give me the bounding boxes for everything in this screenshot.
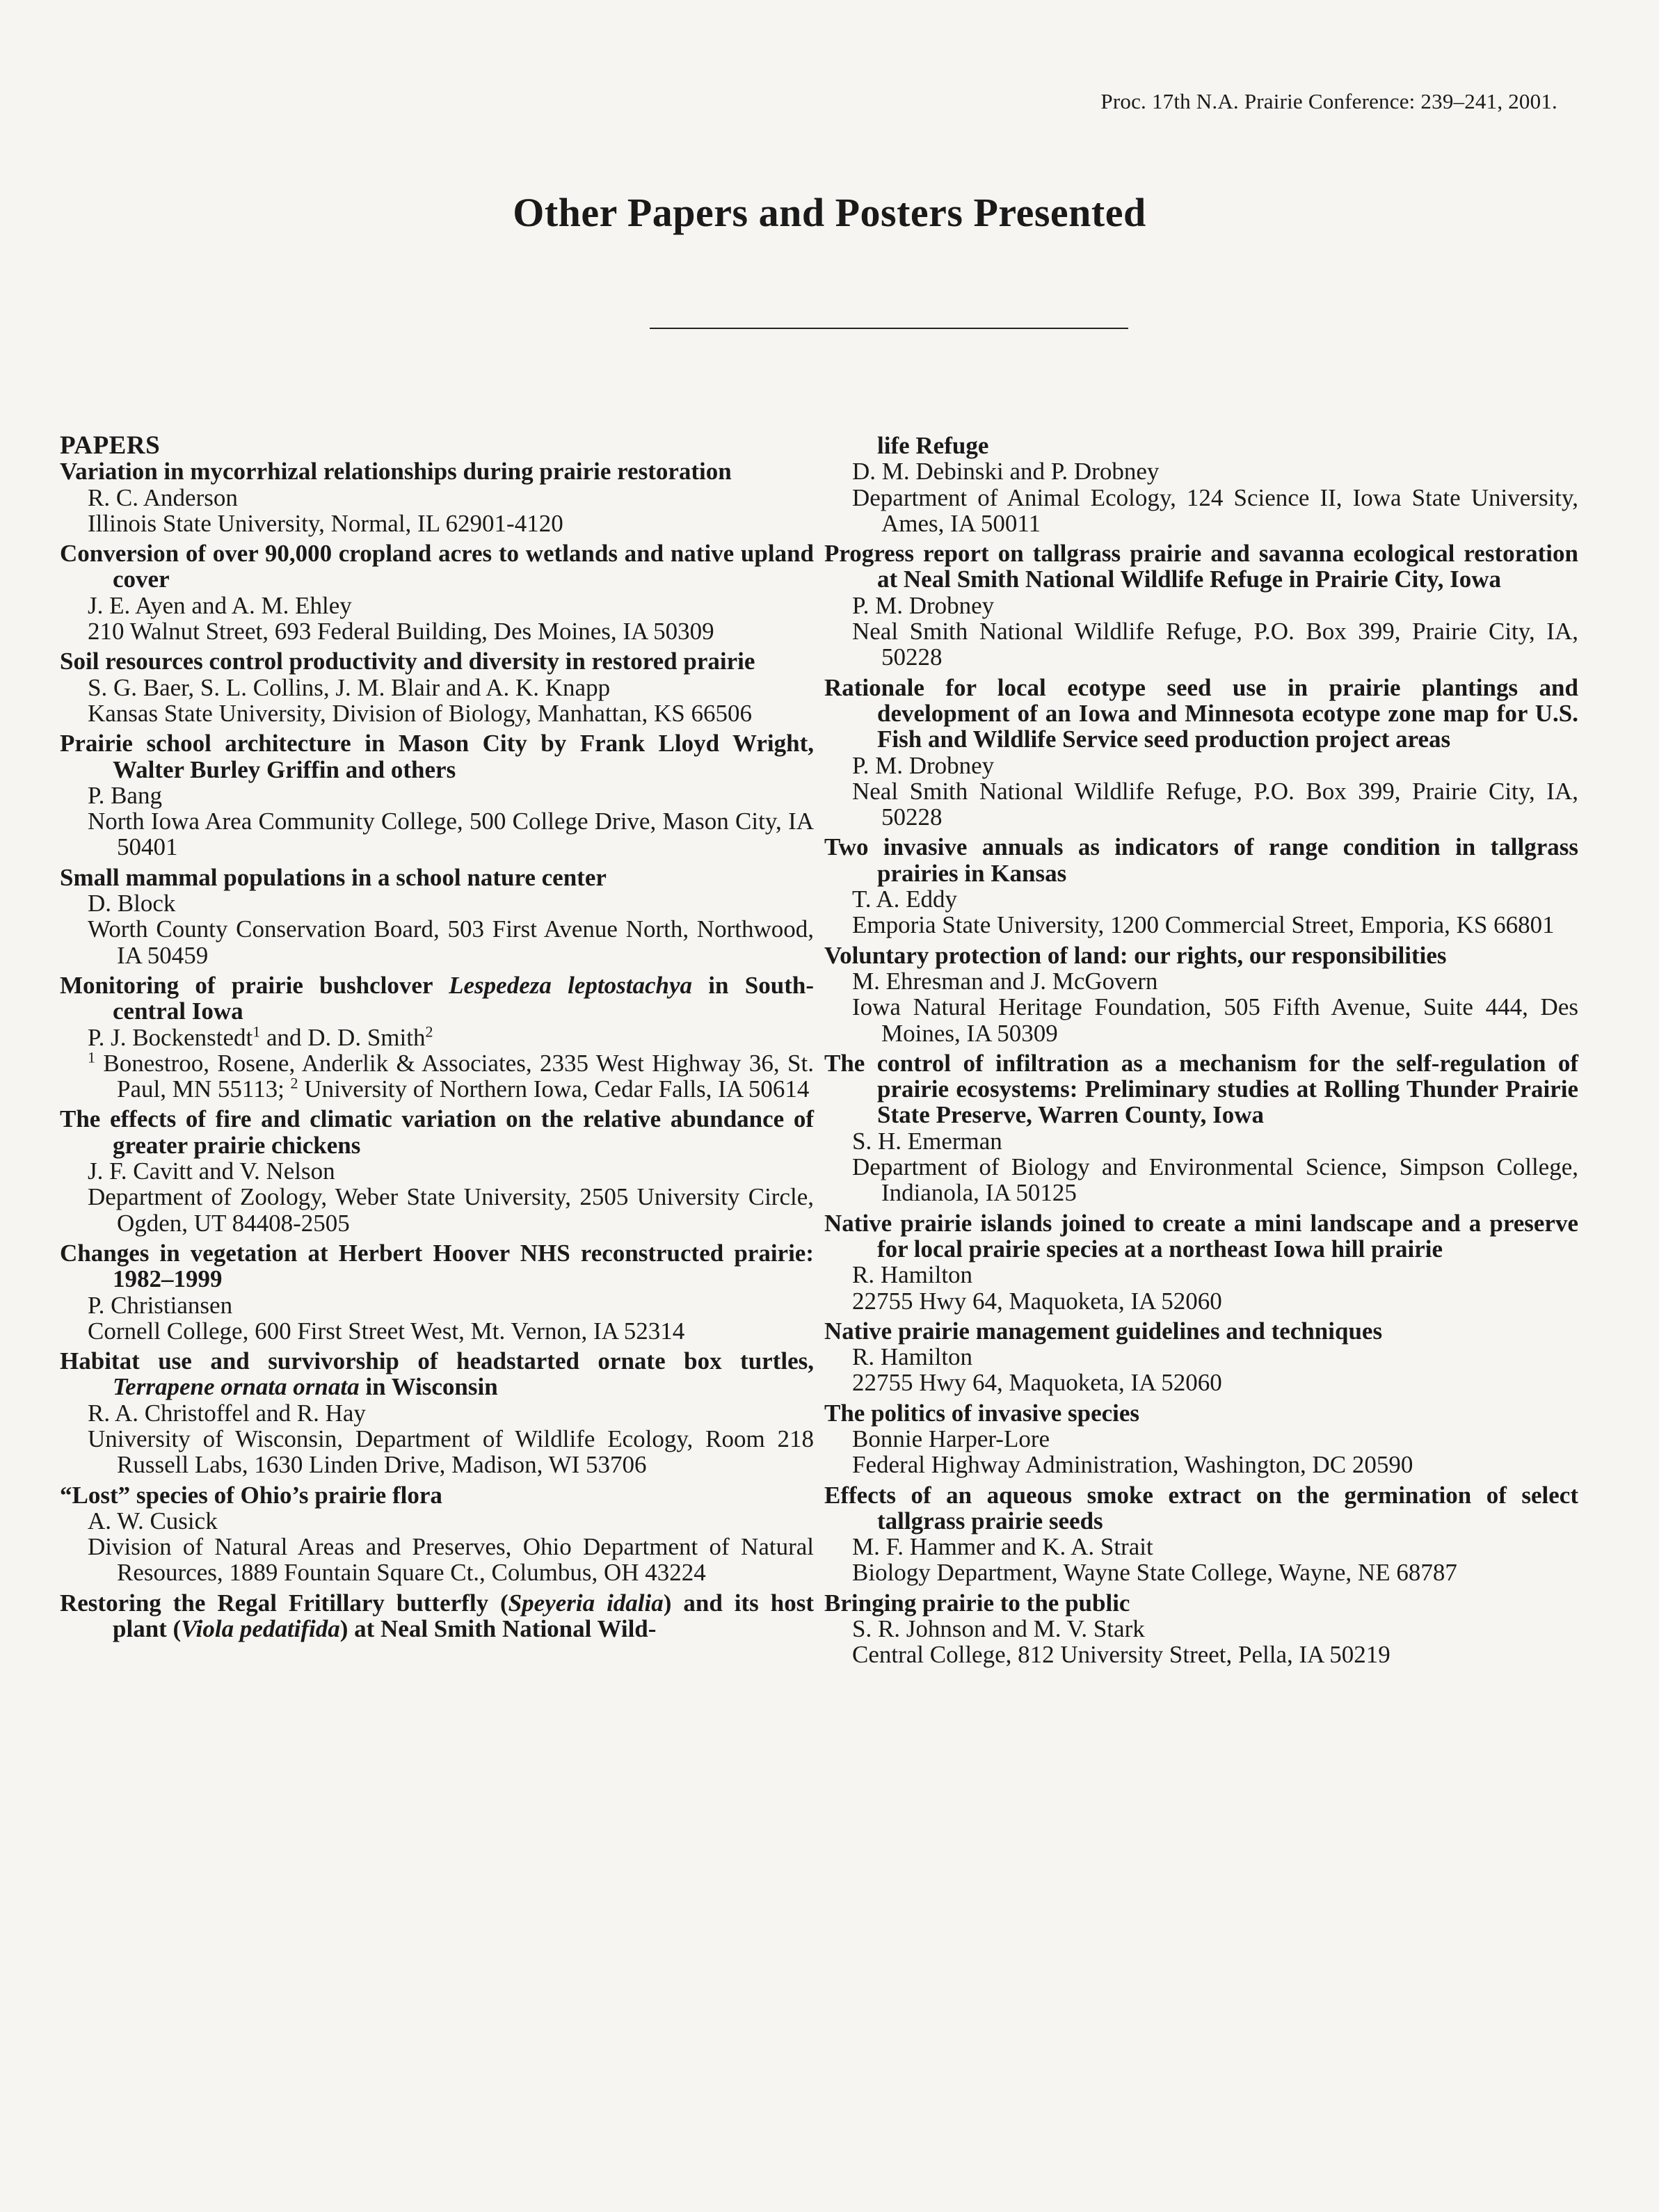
- paper-affiliation: Department of Animal Ecology, 124 Science II, Iowa State University, Ames, IA 50011: [852, 483, 1578, 537]
- paper-authors: R. Hamilton: [852, 1343, 973, 1371]
- paper-entry: [824, 1210, 1578, 1314]
- paper-authors: M. F. Hammer and K. A. Strait: [852, 1533, 1153, 1561]
- paper-title: The control of infiltration as a mechanism for the self-regulation of prairie ecosystems: Preliminary studies at Rolling Thunder Prairie State Preserve, Warren County, Iowa: [824, 1049, 1578, 1129]
- paper-authors: S. R. Johnson and M. V. Stark: [852, 1615, 1145, 1643]
- paper-authors: S. H. Emerman: [852, 1127, 1002, 1155]
- paper-entry: [824, 1590, 1578, 1668]
- paper-affiliation: Iowa Natural Heritage Foundation, 505 Fifth Avenue, Suite 444, Des Moines, IA 50309: [852, 993, 1578, 1047]
- paper-authors: D. M. Debinski and P. Drobney: [852, 458, 1160, 486]
- paper-entry: [60, 540, 814, 644]
- paper-affiliation: Cornell College, 600 First Street West, Mt. Vernon, IA 52314: [88, 1317, 685, 1345]
- paper-entry: [824, 943, 1578, 1046]
- paper-entry: [60, 1348, 814, 1477]
- paper-affiliation: 22755 Hwy 64, Maquoketa, IA 52060: [852, 1369, 1222, 1397]
- paper-title: Habitat use and survivorship of headstarted ornate box turtles, Terrapene ornata ornata in Wisconsin: [60, 1347, 814, 1401]
- paper-affiliation: Central College, 812 University Street, Pella, IA 50219: [852, 1641, 1390, 1669]
- page-title: Other Papers and Posters Presented: [513, 190, 1146, 235]
- paper-authors: P. M. Drobney: [852, 591, 995, 619]
- paper-title: Small mammal populations in a school nature center: [60, 863, 607, 891]
- paper-entry: [824, 1318, 1578, 1396]
- paper-entry: [60, 458, 814, 536]
- paper-affiliation: Department of Biology and Environmental Science, Simpson College, Indianola, IA 50125: [852, 1153, 1578, 1207]
- paper-authors: J. E. Ayen and A. M. Ehley: [88, 591, 352, 619]
- paper-affiliation: Kansas State University, Division of Biology, Manhattan, KS 66506: [88, 699, 752, 727]
- paper-title: Monitoring of prairie bushclover Lespedeza leptostachya in South-central Iowa: [60, 971, 814, 1025]
- paper-title-continued: life Refuge: [877, 432, 989, 459]
- paper-title: Two invasive annuals as indicators of range condition in tallgrass prairies in Kansas: [824, 833, 1578, 887]
- paper-title: Prairie school architecture in Mason City by Frank Lloyd Wright, Walter Burley Griffin and others: [60, 730, 814, 783]
- paper-authors: J. F. Cavitt and V. Nelson: [88, 1157, 335, 1185]
- paper-affiliation: Division of Natural Areas and Preserves, Ohio Department of Natural Resources, 1889 Fountain Square Ct., Columbus, OH 43224: [88, 1533, 814, 1587]
- paper-title: Restoring the Regal Fritillary butterfly (Speyeria idalia) and its host plant (Viola pedatifida) at Neal Smith National Wild-: [60, 1589, 814, 1643]
- paper-title: “Lost” species of Ohio’s prairie flora: [60, 1481, 442, 1509]
- paper-authors: P. Christiansen: [88, 1291, 233, 1319]
- paper-affiliation: North Iowa Area Community College, 500 College Drive, Mason City, IA 50401: [88, 808, 814, 861]
- paper-affiliation: University of Wisconsin, Department of Wildlife Ecology, Room 218 Russell Labs, 1630 Linden Drive, Madison, WI 53706: [88, 1425, 814, 1479]
- paper-affiliation: $^1$ Bonestroo, Rosene, Anderlik & Associates, 2335 West Highway 36, St. Paul, MN 55113; $^2$ University of Northern Iowa, Cedar Falls, IA 50614: [88, 1048, 814, 1103]
- paper-entry: [60, 865, 814, 968]
- paper-affiliation: Neal Smith National Wildlife Refuge, P.O. Box 399, Prairie City, IA, 50228: [852, 618, 1578, 671]
- right-column: [824, 433, 1578, 1672]
- paper-entry: [824, 1050, 1578, 1206]
- paper-affiliation: Worth County Conservation Board, 503 First Avenue North, Northwood, IA 50459: [88, 915, 814, 969]
- paper-title: Progress report on tallgrass prairie and savanna ecological restoration at Neal Smith National Wildlife Refuge in Prairie City, Iowa: [824, 540, 1578, 593]
- paper-entry: [824, 675, 1578, 831]
- paper-title: The politics of invasive species: [824, 1399, 1140, 1427]
- paper-title: Conversion of over 90,000 cropland acres to wetlands and native upland cover: [60, 540, 814, 593]
- paper-entry: [824, 1400, 1578, 1478]
- paper-entry: [60, 1482, 814, 1586]
- paper-entry: [60, 1240, 814, 1344]
- paper-authors: P. Bang: [88, 781, 162, 809]
- paper-affiliation: 210 Walnut Street, 693 Federal Building, Des Moines, IA 50309: [88, 618, 714, 646]
- paper-entry: [60, 1106, 814, 1235]
- paper-authors: A. W. Cusick: [88, 1507, 218, 1534]
- paper-affiliation: Neal Smith National Wildlife Refuge, P.O. Box 399, Prairie City, IA, 50228: [852, 777, 1578, 831]
- paper-authors: P. M. Drobney: [852, 751, 995, 779]
- paper-entry: [824, 433, 1578, 536]
- paper-title: The effects of fire and climatic variation on the relative abundance of greater prairie chickens: [60, 1105, 814, 1159]
- paper-authors: R. A. Christoffel and R. Hay: [88, 1399, 366, 1427]
- paper-authors: R. Hamilton: [852, 1261, 973, 1289]
- paper-affiliation: Illinois State University, Normal, IL 62901-4120: [88, 509, 563, 537]
- paper-authors: Bonnie Harper-Lore: [852, 1425, 1050, 1452]
- paper-authors: T. A. Eddy: [852, 885, 958, 913]
- section-heading: PAPERS: [60, 431, 161, 460]
- paper-title: Native prairie management guidelines and techniques: [824, 1317, 1383, 1345]
- paper-authors: D. Block: [88, 890, 176, 917]
- paper-entry: [60, 648, 814, 726]
- paper-authors: S. G. Baer, S. L. Collins, J. M. Blair and A. K. Knapp: [88, 673, 611, 701]
- paper-entry: [60, 730, 814, 860]
- paper-title: Bringing prairie to the public: [824, 1589, 1130, 1617]
- paper-authors: M. Ehresman and J. McGovern: [852, 967, 1158, 995]
- paper-entry: [824, 540, 1578, 670]
- paper-entry: [60, 972, 814, 1102]
- paper-entry: [60, 1590, 814, 1642]
- paper-affiliation: 22755 Hwy 64, Maquoketa, IA 52060: [852, 1287, 1222, 1315]
- paper-affiliation: Federal Highway Administration, Washington, DC 20590: [852, 1451, 1413, 1479]
- paper-title: Native prairie islands joined to create a mini landscape and a preserve for local prairie species at a northeast Iowa hill prairie: [824, 1209, 1578, 1263]
- paper-affiliation: Biology Department, Wayne State College, Wayne, NE 68787: [852, 1559, 1457, 1587]
- paper-affiliation: Emporia State University, 1200 Commercial Street, Emporia, KS 66801: [852, 911, 1555, 939]
- paper-title: Variation in mycorrhizal relationships during prairie restoration: [60, 458, 732, 486]
- paper-authors: P. J. Bockenstedt$^1$ and D. D. Smith$^2$: [88, 1022, 433, 1051]
- title-rule: [650, 328, 1128, 329]
- paper-authors: R. C. Anderson: [88, 483, 238, 511]
- paper-entry: [824, 1482, 1578, 1586]
- paper-title: Effects of an aqueous smoke extract on the germination of select tallgrass prairie seeds: [824, 1481, 1578, 1534]
- paper-title: Rationale for local ecotype seed use in prairie plantings and development of an Iowa and Minnesota ecotype zone map for U.S. Fish and Wildlife Service seed production project areas: [824, 673, 1578, 753]
- paper-title: Soil resources control productivity and diversity in restored prairie: [60, 648, 755, 675]
- left-column: [60, 433, 814, 1645]
- paper-entry: [824, 834, 1578, 938]
- paper-title: Changes in vegetation at Herbert Hoover NHS reconstructed prairie: 1982–1999: [60, 1239, 814, 1293]
- paper-title: Voluntary protection of land: our rights, our responsibilities: [824, 941, 1447, 969]
- paper-affiliation: Department of Zoology, Weber State University, 2505 University Circle, Ogden, UT 84408-2505: [88, 1183, 814, 1237]
- citation-header: Proc. 17th N.A. Prairie Conference: 239–241, 2001.: [1100, 89, 1557, 113]
